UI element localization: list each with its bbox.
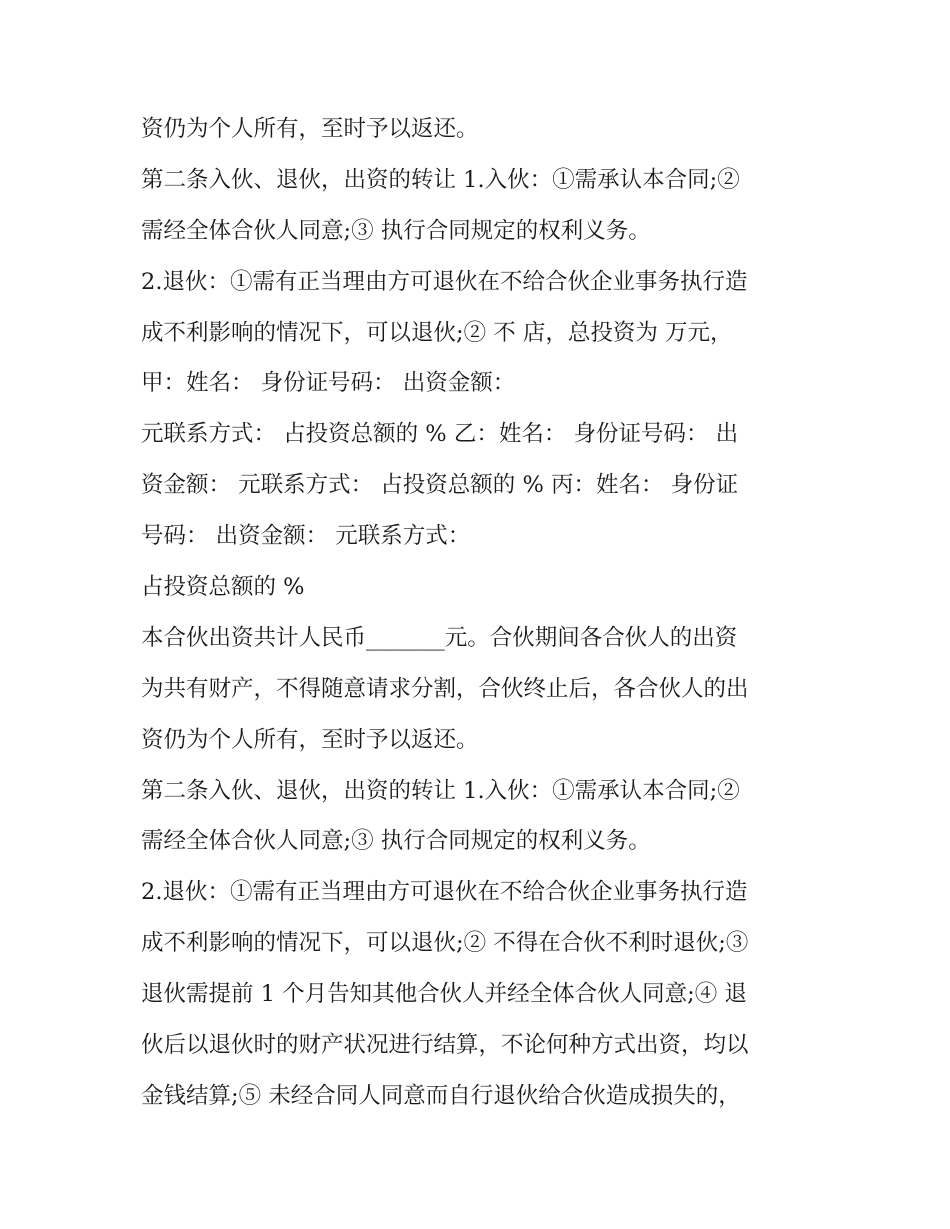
text-line: 2.退伙：①需有正当理由方可退伙在不给合伙企业事务执行造 [141,879,748,906]
text-line: 退伙需提前 1 个月告知其他合伙人并经全体合伙人同意;④ 退 [141,981,747,1008]
text-line: 第二条入伙、退伙，出资的转让 1.入伙：①需承认本合同;② [141,166,740,193]
text-line: 元联系方式： 占投资总额的 % 乙：姓名： 身份证号码： 出 [141,421,739,448]
text-line: 资仍为个人所有，至时予以返还。 [141,726,479,753]
text-line: 2.退伙：①需有正当理由方可退伙在不给合伙企业事务执行造 [141,268,748,295]
text-line: 本合伙出资共计人民币_______元。合伙期间各合伙人的出资 [141,624,738,651]
text-line: 成不利影响的情况下，可以退伙;② 不得在合伙不利时退伙;③ [141,930,749,957]
text-line: 资金额： 元联系方式： 占投资总额的 % 丙：姓名： 身份证 [141,472,739,499]
text-line: 占投资总额的 % [141,574,305,601]
text-line: 金钱结算;⑤ 未经合同人同意而自行退伙给合伙造成损失的， [141,1082,741,1109]
text-line: 资仍为个人所有，至时予以返还。 [141,116,479,142]
document-body [141,104,821,1122]
text-line: 需经全体合伙人同意;③ 执行合同规定的权利义务。 [141,828,651,855]
text-line: 甲：姓名： 身份证号码： 出资金额： [141,370,516,397]
text-line: 第二条入伙、退伙，出资的转让 1.入伙：①需承认本合同;② [141,777,740,804]
text-line: 号码： 出资金额： 元联系方式： [141,523,471,550]
text-line: 为共有财产，不得随意请求分割，合伙终止后，各合伙人的出 [141,675,749,702]
text-line: 需经全体合伙人同意;③ 执行合同规定的权利义务。 [141,217,651,244]
text-line: 成不利影响的情况下，可以退伙;② 不 店，总投资为 万元， [141,319,733,346]
text-line: 伙后以退伙时的财产状况进行结算，不论何种方式出资，均以 [141,1032,749,1059]
